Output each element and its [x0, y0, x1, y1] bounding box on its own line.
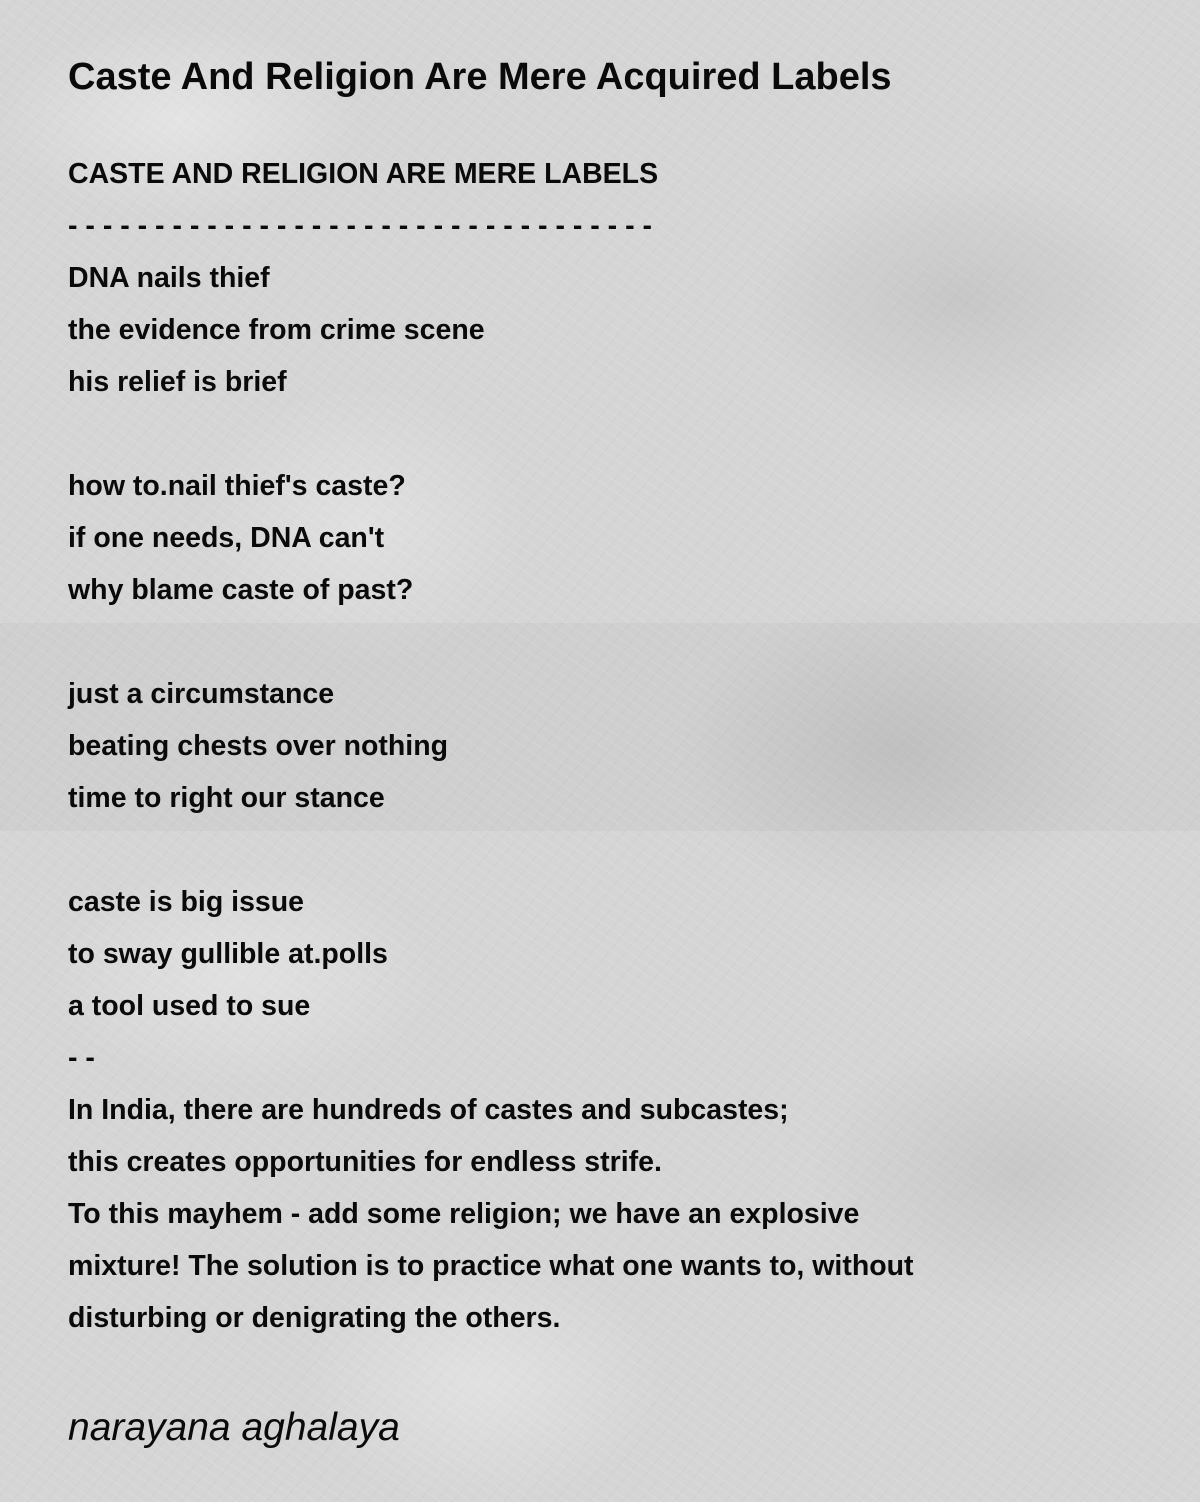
poem-line: CASTE AND RELIGION ARE MERE LABELS — [68, 158, 659, 190]
poem-line: mixture! The solution is to practice what one wants to, without — [68, 1250, 914, 1282]
poem-line: just a circumstance — [68, 678, 335, 710]
poem-line-blank — [68, 408, 1148, 460]
poem-line: a tool used to sue — [68, 990, 311, 1022]
poem-line: beating chests over nothing — [68, 730, 449, 762]
poem-line: caste is big issue — [68, 886, 305, 918]
poem-line: disturbing or denigrating the others. — [68, 1302, 561, 1334]
poem-line: how to.nail thief's caste? — [68, 470, 406, 502]
poem-line: - - — [68, 1042, 95, 1074]
poem-line-blank — [68, 616, 1148, 668]
poem-line: why blame caste of past? — [68, 574, 414, 606]
poem-line: to sway gullible at.polls — [68, 938, 388, 970]
author-name: narayana aghalaya — [68, 1406, 400, 1449]
poem-line: this creates opportunities for endless strife. — [68, 1146, 662, 1178]
poem-line: if one needs, DNA can't — [68, 522, 385, 554]
poem-title: Caste And Religion Are Mere Acquired Labels — [68, 56, 892, 98]
poem-line-blank — [68, 824, 1148, 876]
poem-line: In India, there are hundreds of castes and subcastes; — [68, 1094, 789, 1126]
poem-body — [68, 148, 1148, 1344]
poem-line: time to right our stance — [68, 782, 385, 814]
poem-line: - - - - - - - - - - - - - - - - - - - - - - - - - - - - - - - - - - — [68, 210, 652, 242]
poem-container — [68, 52, 1148, 1344]
poem-line: his relief is brief — [68, 366, 287, 398]
poem-line: To this mayhem - add some religion; we have an explosive — [68, 1198, 860, 1230]
poem-line: DNA nails thief — [68, 262, 270, 294]
poem-line: the evidence from crime scene — [68, 314, 485, 346]
